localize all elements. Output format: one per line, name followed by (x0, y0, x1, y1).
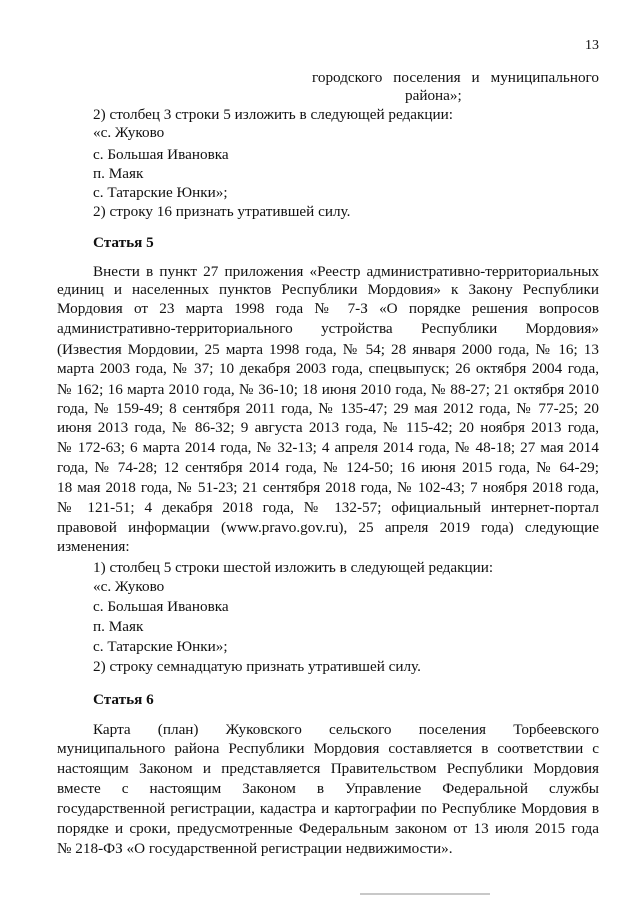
paragraph-line: административно-территориального устройства Республики Мордовия» (57, 320, 599, 337)
list-item: 1) столбец 5 строки шестой изложить в следующей редакции: (93, 559, 494, 576)
paragraph-line: муниципального района Республики Мордовия составляется в соответствии с (57, 740, 599, 757)
list-item: 2) столбец 3 строки 5 изложить в следующей редакции: (93, 106, 453, 123)
page-number: 13 (585, 38, 599, 53)
list-item: с. Татарские Юнки»; (93, 184, 228, 201)
paragraph-line: года, № 74-28; 12 сентября 2014 года, № 124-50; 16 июня 2015 года, № 64-29; (57, 459, 599, 476)
paragraph-line: № 162; 16 марта 2010 года, № 36-10; 18 июня 2010 года, № 88-27; 21 октября 2010 (57, 381, 599, 398)
scan-artifact (360, 893, 490, 895)
paragraph-line: государственной регистрации, кадастра и картографии по Республике Мордовия в (57, 800, 599, 817)
paragraph-line: вместе с настоящим Законом в Управление Федеральной службы (57, 780, 599, 797)
list-item: с. Татарские Юнки»; (93, 638, 228, 655)
paragraph-line: правовой информации (www.pravo.gov.ru), 25 апреля 2019 года) следующие (57, 519, 599, 536)
paragraph-line: Карта (план) Жуковского сельского поселения Торбеевского (93, 721, 599, 738)
list-item: 2) строку семнадцатую признать утратившей силу. (93, 658, 421, 675)
paragraph-line: порядке и сроки, предусмотренные Федеральным законом от 13 июля 2015 года (57, 820, 599, 837)
list-item: п. Маяк (93, 165, 144, 182)
paragraph-line: марта 2003 года, № 37; 10 декабря 2003 года, спецвыпуск; 26 октября 2004 года, (57, 360, 599, 377)
paragraph-line: № 172-63; 6 марта 2014 года, № 32-13; 4 апреля 2014 года, № 48-18; 27 мая 2014 (57, 439, 599, 456)
paragraph-line: 18 мая 2018 года, № 51-23; 21 сентября 2018 года, № 102-43; 7 ноября 2018 года, (57, 479, 599, 496)
paragraph-line: года, № 159-49; 8 сентября 2011 года, № 135-47; 29 мая 2012 года, № 77-25; 20 (57, 400, 599, 417)
continuation-line: района»; (405, 87, 462, 104)
list-item: «с. Жуково (93, 578, 165, 595)
article-heading: Статья 6 (93, 691, 154, 708)
paragraph-line: Внести в пункт 27 приложения «Реестр административно-территориальных (93, 263, 599, 280)
paragraph-line: (Известия Мордовии, 25 марта 1998 года, № 54; 28 января 2000 года, № 16; 13 (57, 341, 599, 358)
list-item: п. Маяк (93, 618, 144, 635)
paragraph-line: № 121-51; 4 декабря 2018 года, № 132-57; официальный интернет-портал (57, 499, 599, 516)
paragraph-line: № 218-ФЗ «О государственной регистрации недвижимости». (57, 840, 453, 857)
list-item: 2) строку 16 признать утратившей силу. (93, 203, 351, 220)
paragraph-line: настоящим Законом и представляется Правительством Республики Мордовия (57, 760, 599, 777)
paragraph-line: июня 2013 года, № 86-32; 9 августа 2013 года, № 115-42; 20 ноября 2013 года, (57, 419, 599, 436)
paragraph-line: изменения: (57, 538, 130, 555)
list-item: «с. Жуково (93, 124, 165, 141)
list-item: с. Большая Ивановка (93, 146, 229, 163)
list-item: с. Большая Ивановка (93, 598, 229, 615)
paragraph-line: единиц и населенных пунктов Республики Мордовия» к Закону Республики (57, 281, 599, 298)
continuation-line: городского поселения и муниципального (312, 69, 599, 86)
paragraph-line: Мордовия от 23 марта 1998 года № 7-З «О порядке решения вопросов (57, 300, 599, 317)
article-heading: Статья 5 (93, 234, 154, 251)
